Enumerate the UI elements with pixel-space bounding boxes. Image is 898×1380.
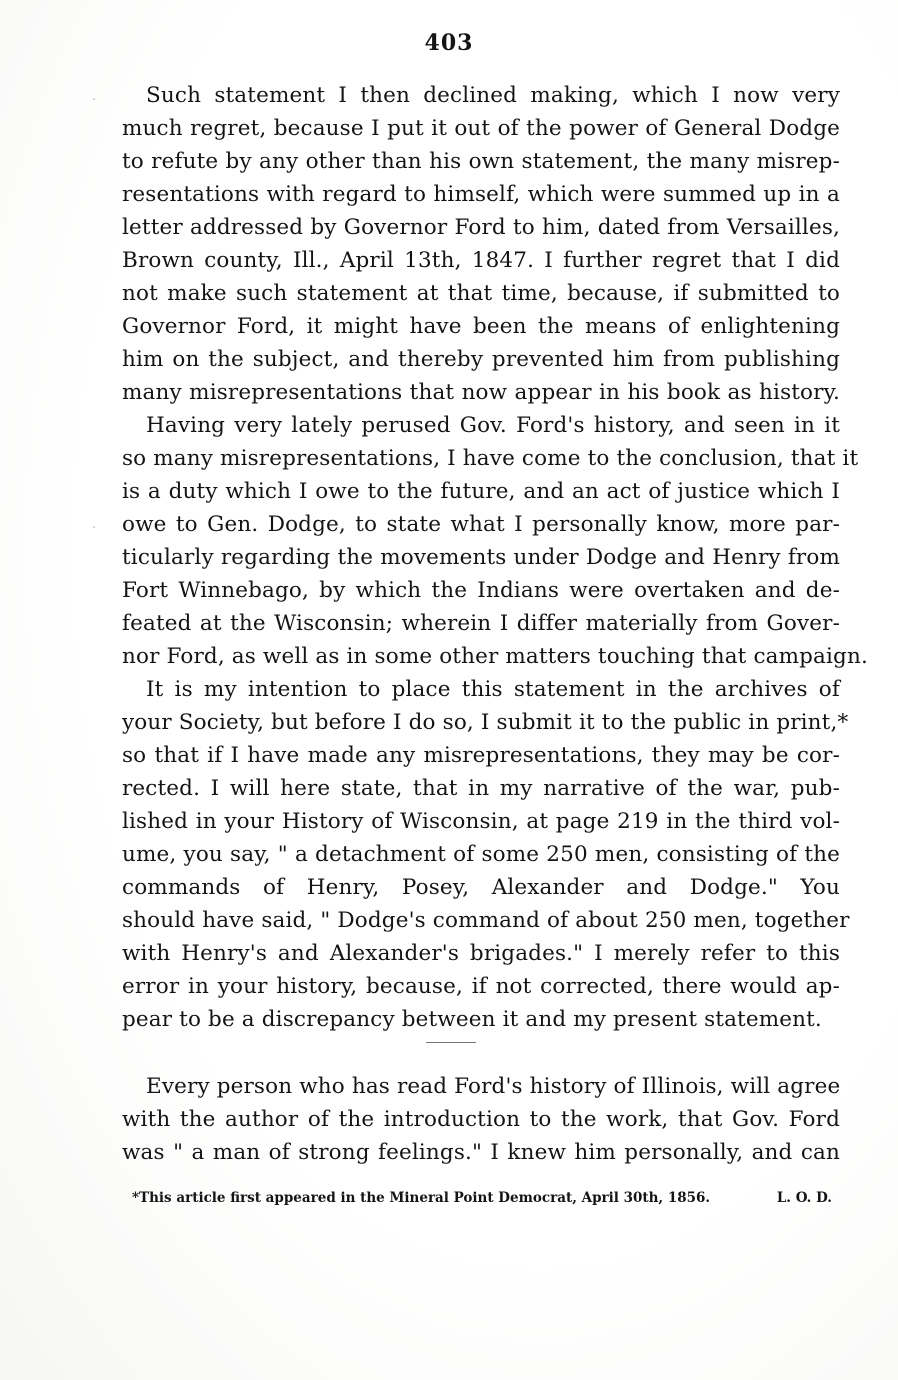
text-line: Every person who has read Ford's history of Illinois, will agree bbox=[146, 1074, 841, 1099]
text-line: so that if I have made any misrepresentations, they may be cor- bbox=[122, 743, 840, 768]
text-line: him on the subject, and thereby prevented him from publishing bbox=[122, 347, 840, 372]
text-line: was " a man of strong feelings." I knew him personally, and can bbox=[122, 1140, 840, 1165]
text-line: resentations with regard to himself, which were summed up in a bbox=[122, 182, 840, 207]
text-line: Such statement I then declined making, which I now very bbox=[146, 83, 840, 108]
text-line: It is my intention to place this statement in the archives of bbox=[146, 677, 840, 702]
text-line: with Henry's and Alexander's brigades." I merely refer to this bbox=[122, 941, 840, 966]
text-line: Fort Winnebago, by which the Indians were overtaken and de- bbox=[122, 578, 840, 603]
text-line: nor Ford, as well as in some other matters touching that campaign. bbox=[122, 644, 868, 669]
page-number: 403 bbox=[424, 30, 474, 56]
text-line: your Society, but before I do so, I submit it to the public in print,* bbox=[122, 710, 849, 735]
text-line: error in your history, because, if not corrected, there would ap- bbox=[122, 974, 840, 999]
footnote-signature: L. O. D. bbox=[776, 1190, 832, 1206]
text-line: commands of Henry, Posey, Alexander and Dodge." You bbox=[122, 875, 840, 900]
text-line: letter addressed by Governor Ford to him, dated from Versailles, bbox=[122, 215, 840, 240]
text-line: ume, you say, " a detachment of some 250 men, consisting of the bbox=[122, 842, 840, 867]
text-line: pear to be a discrepancy between it and my present statement. bbox=[122, 1007, 822, 1032]
footnote-text: *This article first appeared in the Mineral Point Democrat, April 30th, 1856. bbox=[132, 1190, 711, 1206]
text-line: should have said, " Dodge's command of about 250 men, together bbox=[122, 908, 850, 933]
text-line: is a duty which I owe to the future, and an act of justice which I bbox=[122, 479, 840, 504]
text-line: Governor Ford, it might have been the means of enlightening bbox=[122, 314, 840, 339]
text-line: Having very lately perused Gov. Ford's history, and seen in it bbox=[146, 413, 840, 438]
text-line: much regret, because I put it out of the power of General Dodge bbox=[122, 116, 840, 141]
text-line: feated at the Wisconsin; wherein I differ materially from Gover- bbox=[122, 611, 840, 636]
text-line: rected. I will here state, that in my narrative of the war, pub- bbox=[122, 776, 840, 801]
margin-specks: · bbox=[92, 92, 97, 108]
text-line: ticularly regarding the movements under Dodge and Henry from bbox=[122, 545, 840, 570]
text-line: Brown county, Ill., April 13th, 1847. I further regret that I did bbox=[122, 248, 840, 273]
text-line: to refute by any other than his own statement, the many misrep- bbox=[122, 149, 840, 174]
text-line: so many misrepresentations, I have come to the conclusion, that it bbox=[122, 446, 859, 471]
text-line: many misrepresentations that now appear in his book as history. bbox=[122, 380, 840, 405]
text-line: lished in your History of Wisconsin, at page 219 in the third vol- bbox=[122, 809, 840, 834]
text-line: owe to Gen. Dodge, to state what I personally know, more par- bbox=[122, 512, 840, 537]
section-rule bbox=[426, 1042, 476, 1043]
margin-specks: · bbox=[92, 520, 97, 536]
text-line: not make such statement at that time, because, if submitted to bbox=[122, 281, 840, 306]
text-line: with the author of the introduction to the work, that Gov. Ford bbox=[122, 1107, 840, 1132]
footnote bbox=[132, 1190, 832, 1206]
